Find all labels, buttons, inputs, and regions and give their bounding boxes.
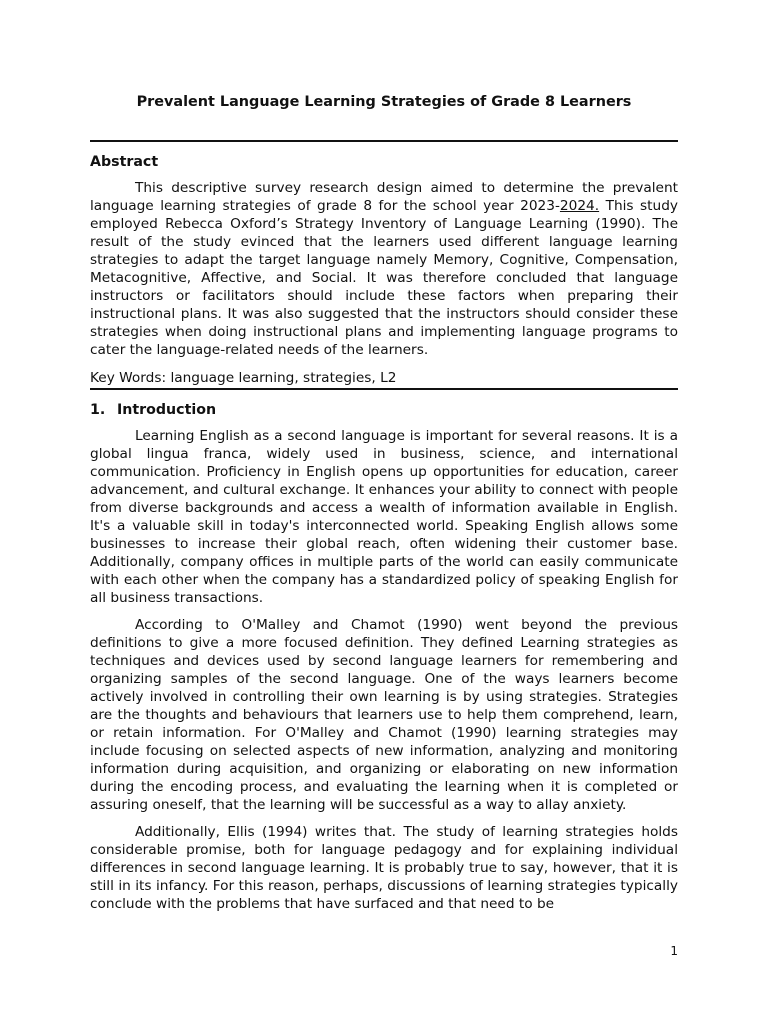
paper-title: Prevalent Language Learning Strategies of Grade 8 Learners (136, 94, 632, 110)
abstract-year-underlined: 2024. (559, 197, 600, 214)
introduction-heading (90, 401, 216, 419)
intro-paragraph-3: Additionally, Ellis (1994) writes that. The study of learning strategies holds considerable promise, both for language pedagogy and for explaining individual differences in second language learning. It is probably true to say, however, that it is still in its infancy. For this reason, perhaps, discussions of learning strategies typically conclude with the problems that have surfaced and that need to be (90, 824, 678, 912)
abstract-text-start: This descriptive survey research design aimed to determine the prevalent language learning strategies of grade 8 for the school year 2023- (90, 180, 678, 214)
page-number: 1 (670, 944, 678, 958)
abstract-text-rest: This study employed Rebecca Oxford’s Strategy Inventory of Language Learning (1990). The result of the study evinced that the learners used different language learning strategies to adapt the target language namely Memory, Cognitive, Compensation, Metacognitive, Affective, and Social. It was therefore concluded that language instructors or facilitators should include these factors when preparing their instructional plans. It was also suggested that the instructors should consider these strategies when doing instructional plans and implementing language programs to cater the language-related needs of the learners. (90, 197, 679, 358)
keywords-line: Key Words: language learning, strategies, L2 (90, 370, 397, 386)
abstract-heading: Abstract (90, 154, 159, 170)
intro-paragraph-1: Learning English as a second language is important for several reasons. It is a global lingua franca, widely used in business, science, and international communication. Proficiency in English opens up opportunities for education, career advancement, and cultural exchange. It enhances your ability to connect with people from diverse backgrounds and access a wealth of information available in English. It's a valuable skill in today's interconnected world. Speaking English allows some businesses to increase their global reach, often widening their customer base. Additionally, company offices in multiple parts of the world can easily communicate with each other when the company has a standardized policy of speaking English for all business transactions. (90, 428, 678, 606)
abstract-paragraph (90, 180, 678, 360)
top-divider (90, 140, 678, 142)
section-number: 1. (90, 402, 106, 418)
keywords-divider (90, 388, 678, 390)
section-title: Introduction (117, 402, 217, 418)
intro-paragraph-2: According to O'Malley and Chamot (1990) went beyond the previous definitions to give a more focused definition. They defined Learning strategies as techniques and devices used by second language learners for remembering and organizing samples of the second language. One of the ways learners become actively involved in controlling their own learning is by using strategies. Strategies are the thoughts and behaviours that learners use to help them comprehend, learn, or retain information. For O'Malley and Chamot (1990) learning strategies may include focusing on selected aspects of new information, analyzing and monitoring information during acquisition, and organizing or elaborating on new information during the encoding process, and evaluating the learning when it is completed or assuring oneself, that the learning will be successful as a way to allay anxiety. (90, 617, 678, 813)
